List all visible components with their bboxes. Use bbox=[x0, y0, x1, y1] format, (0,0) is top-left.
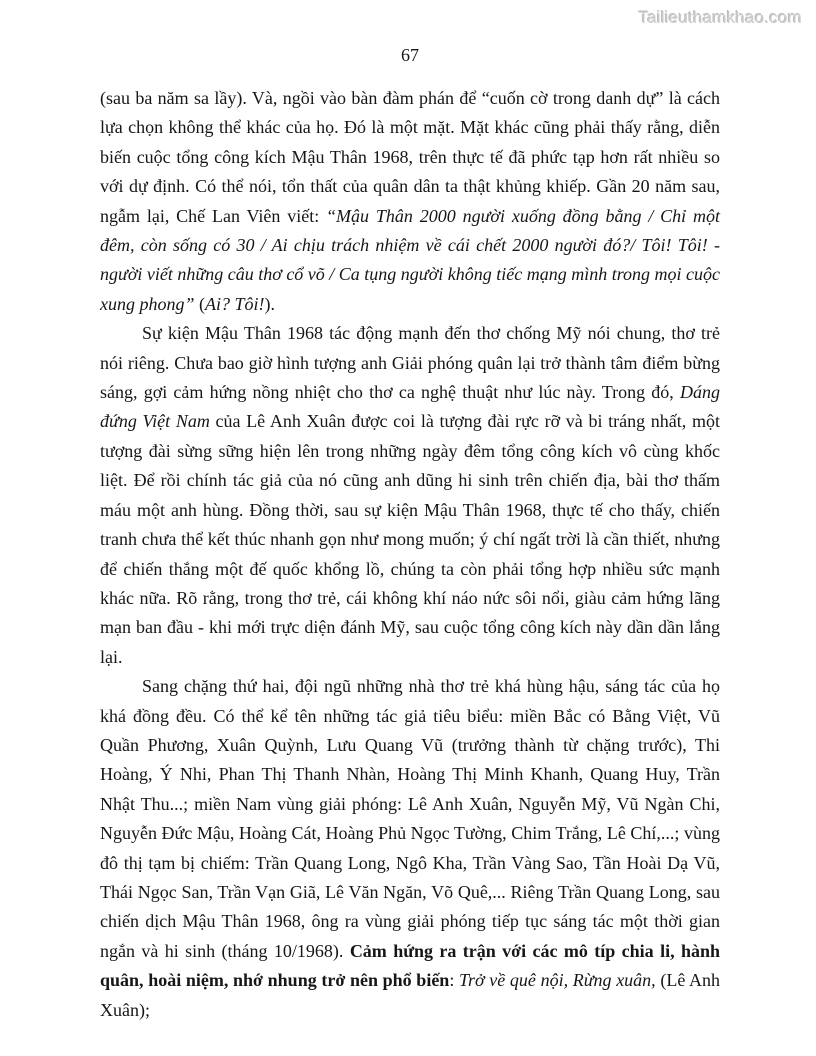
italic-text-run: Trở về quê nội, Rừng xuân, bbox=[459, 970, 656, 991]
text-run: ). bbox=[264, 293, 276, 314]
paragraph bbox=[100, 319, 720, 672]
page-number: 67 bbox=[401, 45, 419, 65]
paragraph bbox=[100, 672, 720, 1025]
italic-text-run: Ai? Tôi! bbox=[205, 293, 265, 314]
text-run: Sang chặng thứ hai, đội ngũ những nhà thơ trẻ khá hùng hậu, sáng tác của họ khá đồng đều. Có thể kể tên những tác giả tiêu biểu: miền Bắc có Bằng Việt, Vũ Quần Phương, Xuân Quỳnh, Lưu Quang Vũ (trưởng thành từ chặng trước), Thi Hoàng, Ý Nhi, Phan Thị Thanh Nhàn, Hoàng Thị Minh Khanh, Quang Huy, Trần Nhật Thu...; miền Nam vùng giải phóng: Lê Anh Xuân, Nguyễn Mỹ, Vũ Ngàn Chi, Nguyễn Đức Mậu, Hoàng Cát, Hoàng Phủ Ngọc Tường, Chim Trắng, Lê Chí,...; vùng đô thị tạm bị chiếm: Trần Quang Long, Ngô Kha, Trần Vàng Sao, Tần Hoài Dạ Vũ, Thái Ngọc San, Trần Vạn Giã, Lê Văn Ngăn, Võ Quê,... Riêng Trần Quang Long, sau chiến dịch Mậu Thân 1968, ông ra vùng giải phóng tiếp tục sáng tác một thời gian ngắn và hi sinh (tháng 10/1968). bbox=[100, 676, 720, 961]
italic-text-run: Dáng đứng Việt Nam bbox=[100, 382, 720, 432]
italic-text-run: “Mậu Thân 2000 người xuống đồng bằng / Chỉ một đêm, còn sống có 30 / Ai chịu trách nhiệm về cái chết 2000 người đó?/ Tôi! Tôi! - người viết những câu thơ cổ võ / Ca tụng người không tiếc mạng mình trong mọi cuộc xung phong” bbox=[100, 205, 721, 314]
bold-text-run: Cảm hứng ra trận với các mô típ chia li, hành quân, hoài niệm, nhớ nhung trở nên phổ biến bbox=[100, 940, 720, 991]
text-run: (sau ba năm sa lầy). Và, ngồi vào bàn đàm phán để “cuốn cờ trong danh dự” là cách lựa chọn không thể khác của họ. Đó là một mặt. Mặt khác cũng phải thấy rằng, diễn biến cuộc tổng công kích Mậu Thân 1968, trên thực tế đã phức tạp hơn rất nhiều so với dự định. Có thể nói, tổn thất của quân dân ta thật khủng khiếp. Gần 20 năm sau, ngẫm lại, Chế Lan Viên viết: bbox=[100, 88, 720, 226]
text-run: của Lê Anh Xuân được coi là tượng đài rực rỡ và bi tráng nhất, một tượng đài sừng sững hiện lên trong những ngày đêm tổng công kích vô cùng khốc liệt. Để rồi chính tác giả của nó cũng anh dũng hi sinh trên chiến địa, bài thơ thấm máu một anh hùng. Đồng thời, sau sự kiện Mậu Thân 1968, thực tế cho thấy, chiến tranh chưa thể kết thúc nhanh gọn như mong muốn; ý chí ngất trời là cần thiết, nhưng để chiến thắng một đế quốc khổng lồ, chúng ta còn phải tổng hợp nhiều sức mạnh khác nữa. Rõ rằng, trong thơ trẻ, cái không khí náo nức sôi nổi, giàu cảm hứng lãng mạn ban đầu - khi mới trực diện đánh Mỹ, sau cuộc tổng công kích này dần dần lắng lại. bbox=[100, 411, 720, 667]
paragraph bbox=[100, 84, 720, 319]
text-run: : bbox=[449, 970, 459, 991]
text-run: (Lê Anh Xuân); bbox=[100, 970, 720, 1020]
watermark: Tailieuthamkhao.com bbox=[638, 8, 802, 27]
document-body bbox=[100, 84, 720, 1025]
text-run: Sự kiện Mậu Thân 1968 tác động mạnh đến thơ chống Mỹ nói chung, thơ trẻ nói riêng. Chưa bao giờ hình tượng anh Giải phóng quân lại trở thành tâm điểm bừng sáng, gợi cảm hứng nồng nhiệt cho thơ ca nghệ thuật như lúc này. Trong đó, bbox=[100, 323, 720, 403]
text-run: ( bbox=[194, 293, 205, 314]
